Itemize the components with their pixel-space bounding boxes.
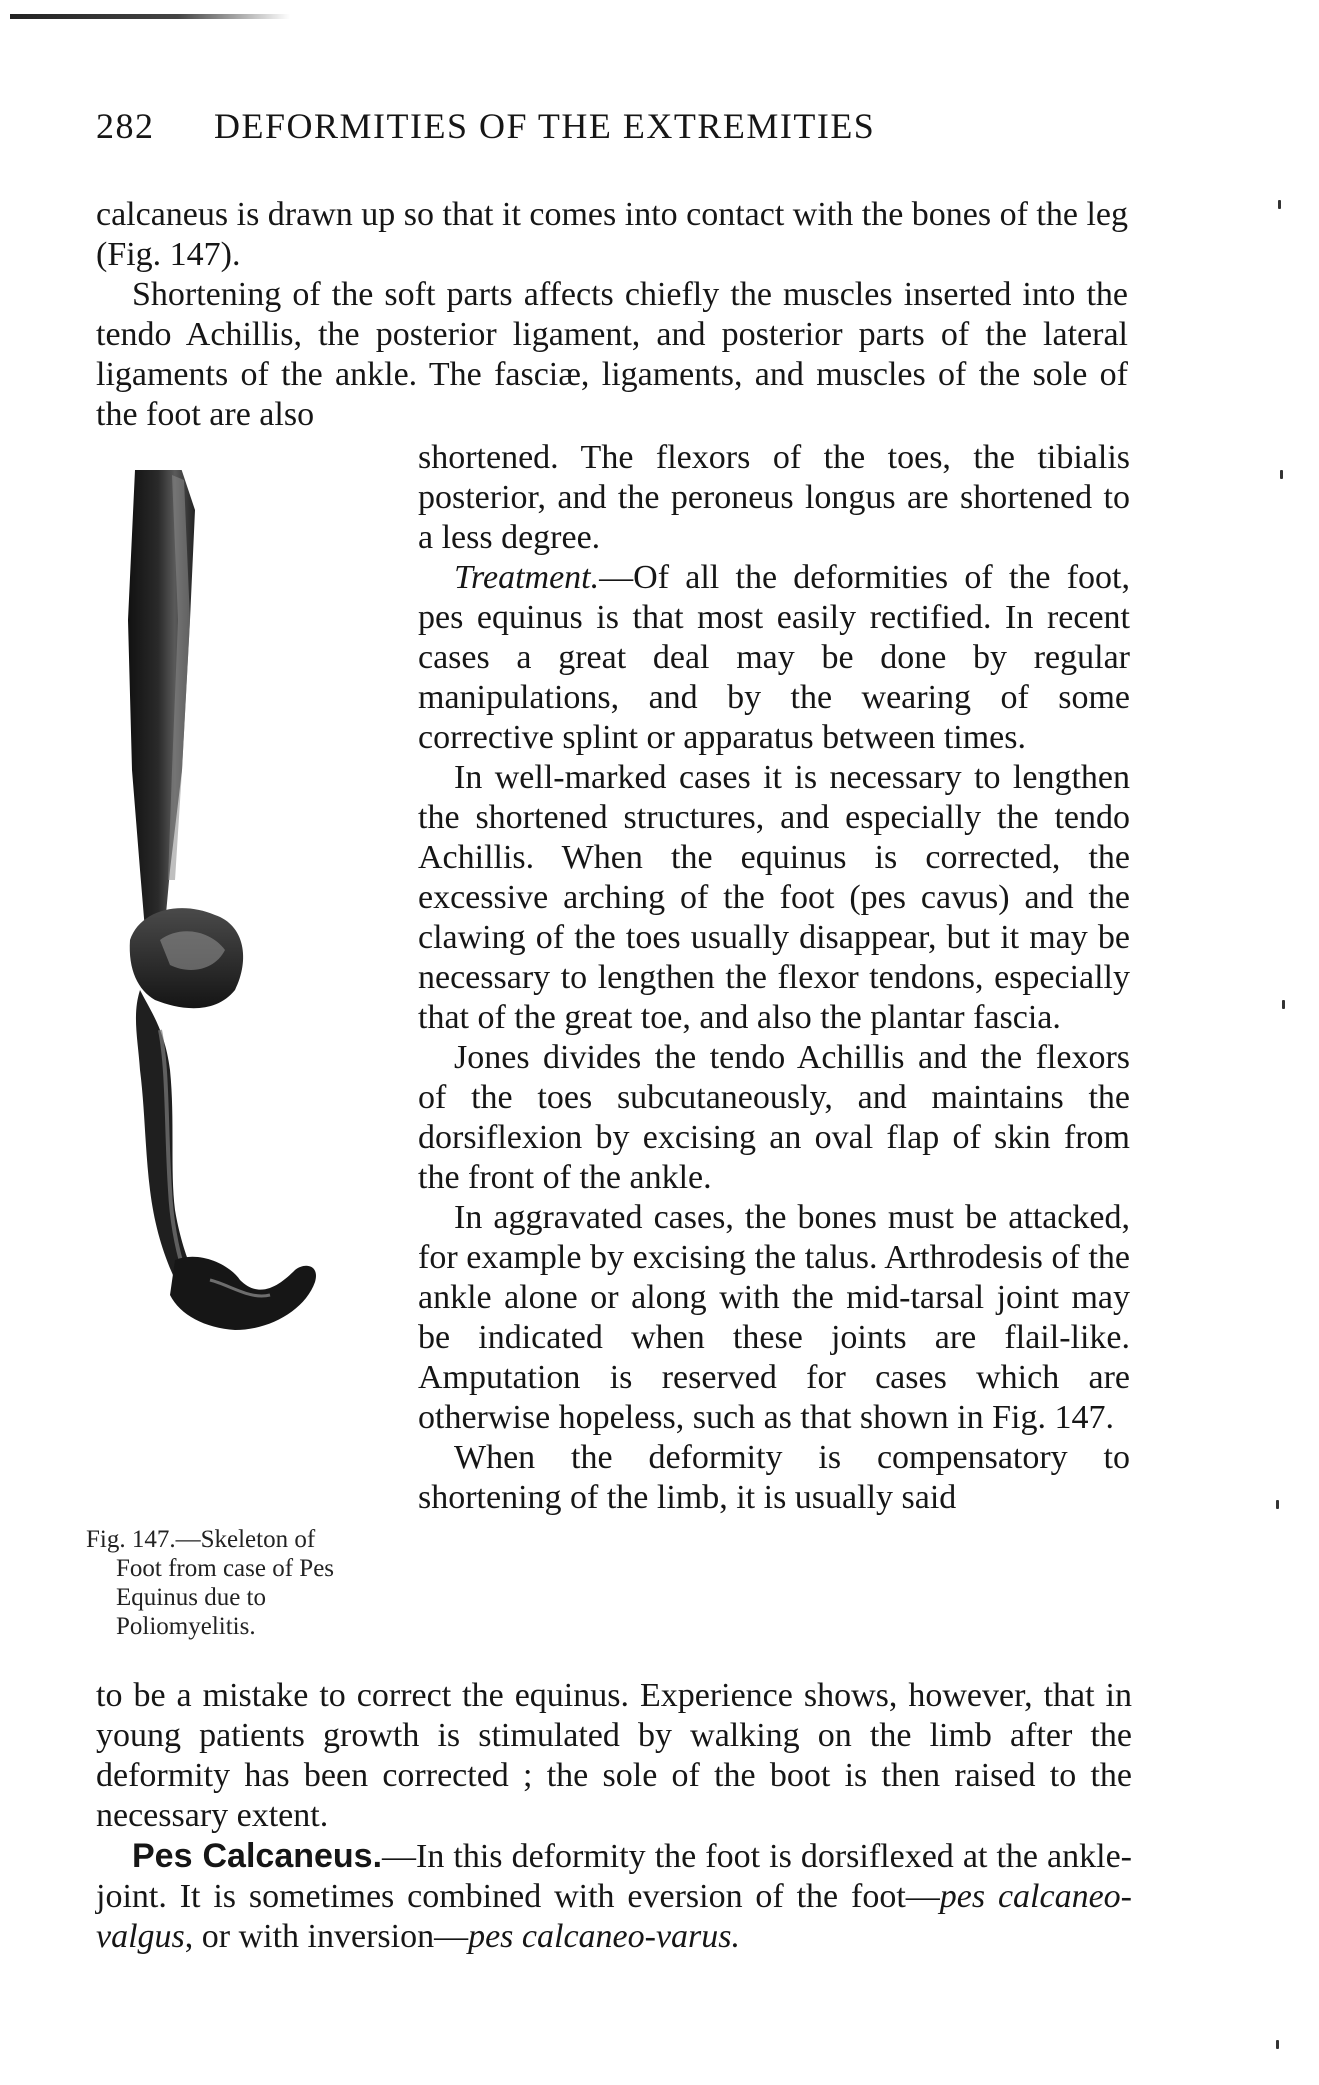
paragraph-aggravated: In aggravated cases, the bones must be attacked, for example by excising the talus. Arthrodesis of the ankle alone or along with the mid-tarsal joint may be indicated when these joints are flail-like. Amputation is reserved for cases which are otherwise hopeless, such as that shown in Fig. 147. <box>418 1199 1130 1436</box>
figure-147-skeleton-foot <box>120 470 410 1480</box>
margin-speck <box>1282 1000 1285 1009</box>
paragraph-shortening: Shortening of the soft parts affects chiefly the muscles inserted into the tendo Achillis, the posterior ligament, and posterior parts of the lateral ligaments of the ankle. The fasciæ, ligaments, and muscles of the sole of the foot are also <box>96 276 1128 433</box>
running-title: DEFORMITIES OF THE EXTREMITIES <box>214 106 876 146</box>
page-header <box>96 105 1146 165</box>
text-block-top <box>96 195 1128 435</box>
pes-calcaneo-varus-term: pes calcaneo-varus. <box>468 1918 741 1955</box>
text-block-bottom <box>96 1676 1132 1957</box>
margin-speck <box>1276 2040 1279 2049</box>
treatment-text: —Of all the deformities of the foot, pes equinus is that most easily rectified. In recent cases a great deal may be done by regular manipulations, and by the wearing of some corrective splint or apparatus between times. <box>418 559 1130 756</box>
pes-calcaneus-heading: Pes Calcaneus. <box>132 1837 383 1875</box>
paragraph-jones: Jones divides the tendo Achillis and the flexors of the toes subcutaneously, and maintains the dorsiflexion by excising an oval flap of skin from the front of the ankle. <box>418 1039 1130 1196</box>
margin-speck <box>1278 200 1281 209</box>
page-number: 282 <box>96 106 155 146</box>
pes-calcaneo-valgus-term: pes calcaneo-valgus <box>96 1878 1132 1955</box>
paragraph-compensatory: When the deformity is compensatory to shortening of the limb, it is usually said <box>418 1439 1130 1516</box>
paragraph-continued: calcaneus is drawn up so that it comes into contact with the bones of the leg (Fig. 147). <box>96 196 1129 273</box>
caption-line-1: Fig. 147.—Skeleton of <box>86 1526 316 1553</box>
figure-caption <box>86 1525 386 1641</box>
paragraph-treatment <box>418 558 1130 758</box>
paragraph-well-marked: In well-marked cases it is necessary to lengthen the shortened structures, and especially the tendo Achillis. When the equinus is corrected, the excessive arching of the foot (pes cavus) and the clawing of the toes usually disappear, but it may be necessary to lengthen the flexor tendons, especially that of the great toe, and also the plantar fascia. <box>418 759 1130 1036</box>
text-column-right <box>418 438 1130 1518</box>
pes-calcaneus-text-b: , or with inversion— <box>184 1918 469 1955</box>
skeleton-foot-illustration <box>120 470 410 1480</box>
paragraph-pes-calcaneus <box>96 1836 1132 1957</box>
pes-calcaneus-text-a: —In this deformity the foot is dorsiflexed at the ankle-joint. It is sometimes combined with eversion of the foot— <box>96 1838 1132 1915</box>
caption-rest: Foot from case of Pes Equinus due to Poliomyelitis. <box>116 1555 335 1640</box>
paragraph-shortening-cont: shortened. The flexors of the toes, the tibialis posterior, and the peroneus longus are shortened to a less degree. <box>418 439 1130 556</box>
paragraph-compensatory-cont: to be a mistake to correct the equinus. Experience shows, however, that in young patients growth is stimulated by walking on the limb after the deformity has been corrected ; the sole of the boot is then raised to the necessary extent. <box>96 1677 1132 1834</box>
margin-speck <box>1276 1500 1279 1509</box>
scan-edge-line <box>10 14 290 19</box>
margin-speck <box>1280 470 1283 479</box>
treatment-label: Treatment. <box>454 559 600 596</box>
